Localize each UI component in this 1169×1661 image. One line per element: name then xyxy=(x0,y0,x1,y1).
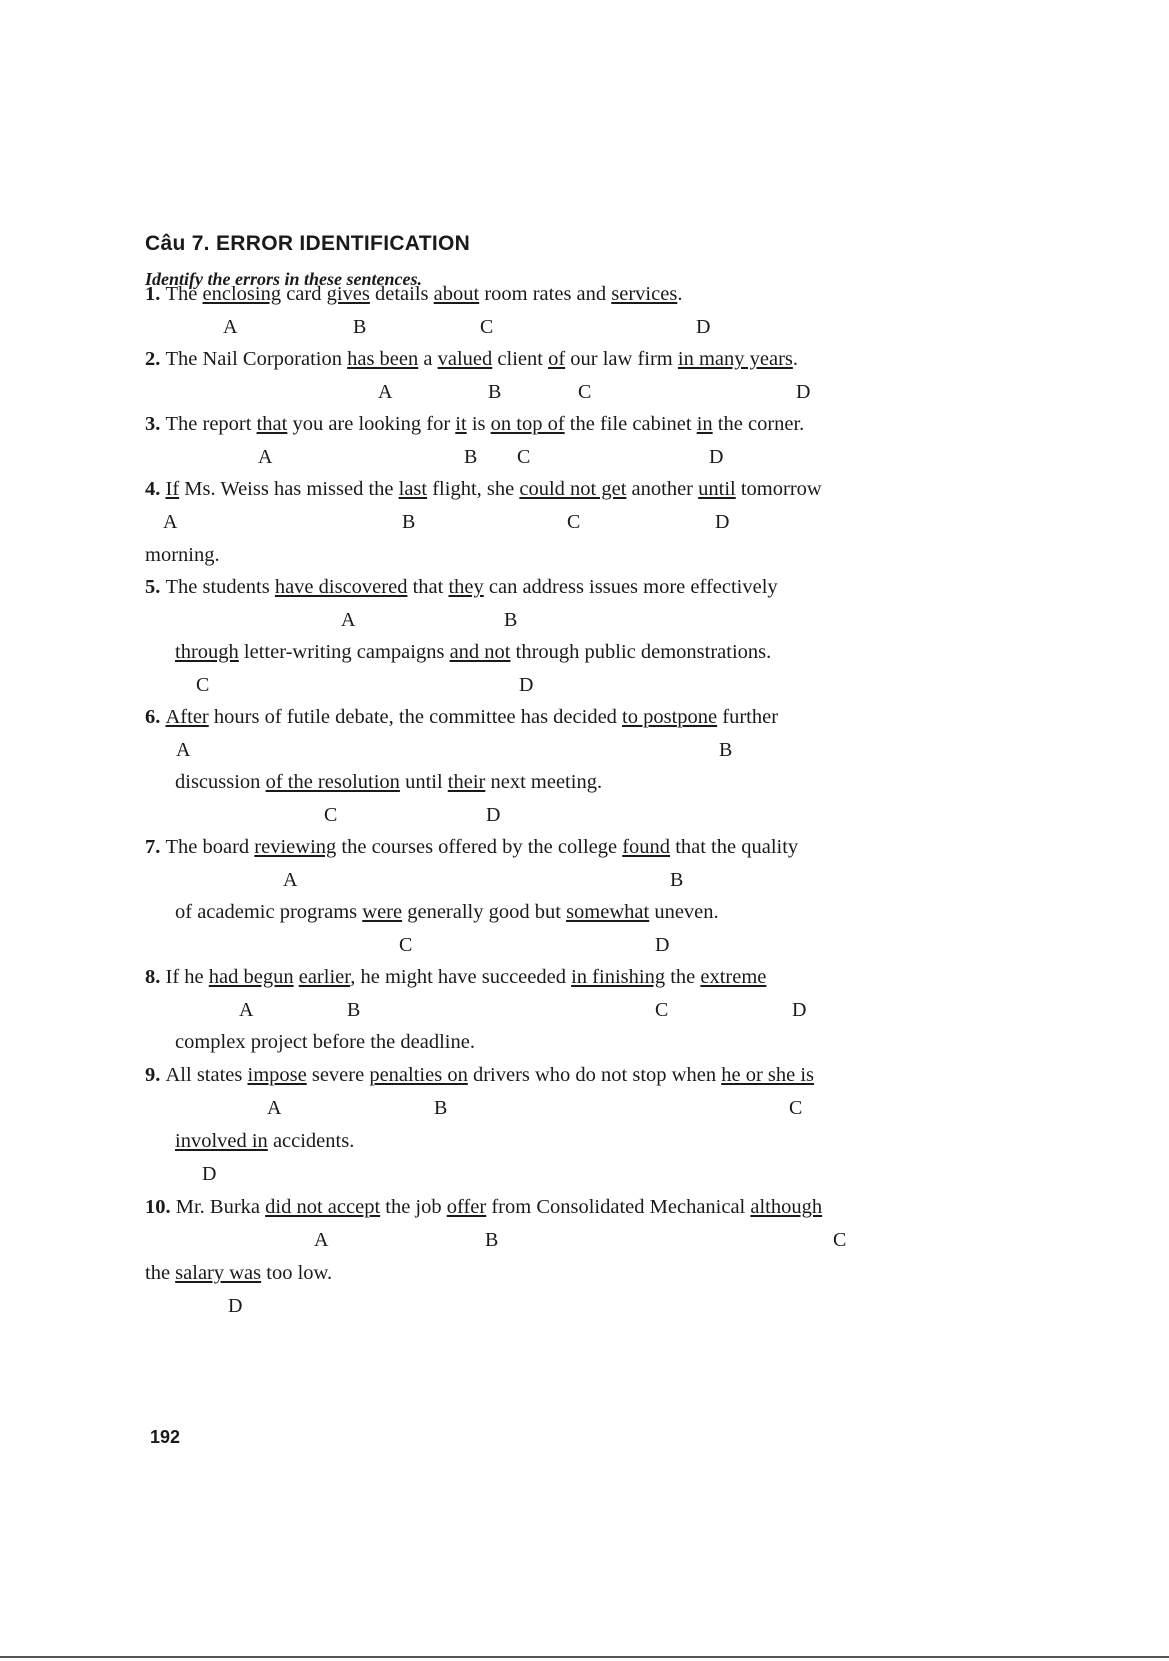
sentence-text: complex project before the deadline. xyxy=(175,1031,475,1053)
underlined-option: last xyxy=(398,478,428,500)
option-letter-b: B xyxy=(402,511,416,533)
option-letter-d: D xyxy=(519,674,534,696)
sentence-text: client xyxy=(492,348,549,370)
sentence-text: The xyxy=(165,283,203,305)
option-letter-b: B xyxy=(485,1229,499,1251)
underlined-option: involved in xyxy=(175,1130,268,1152)
sentence-text: Ms. Weiss has missed the xyxy=(179,478,399,500)
underlined-option: somewhat xyxy=(566,901,650,923)
question-8-line xyxy=(175,1030,475,1054)
sentence-text: the corner. xyxy=(712,413,805,435)
underlined-option: although xyxy=(750,1196,823,1218)
sentence-text: a xyxy=(418,348,438,370)
underlined-option: he or she is xyxy=(721,1064,815,1086)
sentence-text: All states xyxy=(165,1064,248,1086)
sentence-text: generally good but xyxy=(402,901,567,923)
question-4-line xyxy=(145,477,822,501)
sentence-text: The students xyxy=(165,576,275,598)
question-4-line xyxy=(145,543,220,567)
option-letter-d: D xyxy=(709,446,724,468)
question-number: 10. xyxy=(145,1196,176,1218)
question-1-line xyxy=(145,282,682,306)
underlined-option: to postpone xyxy=(622,706,718,728)
option-letter-b: B xyxy=(488,381,502,403)
option-letter-c: C xyxy=(324,804,338,826)
sentence-text: If he xyxy=(165,966,209,988)
sentence-text: letter-writing campaigns xyxy=(238,641,450,663)
sentence-text: . xyxy=(677,283,683,305)
option-letter-d: D xyxy=(228,1295,243,1317)
question-number: 4. xyxy=(145,478,166,500)
underlined-option: has been xyxy=(347,348,419,370)
underlined-option: earlier xyxy=(298,966,351,988)
question-number: 9. xyxy=(145,1064,166,1086)
sentence-text: , he might have succeeded xyxy=(350,966,572,988)
sentence-text: our law firm xyxy=(565,348,678,370)
question-number: 3. xyxy=(145,413,166,435)
option-letter-c: C xyxy=(480,316,494,338)
sentence-text: you are looking for xyxy=(287,413,456,435)
option-letter-a: A xyxy=(341,609,356,631)
question-7-line xyxy=(145,835,798,859)
question-number: 2. xyxy=(145,348,166,370)
underlined-option: services xyxy=(611,283,678,305)
option-letter-c: C xyxy=(655,999,669,1021)
option-letter-d: D xyxy=(202,1163,217,1185)
sentence-text: of academic programs xyxy=(175,901,363,923)
option-letter-d: D xyxy=(715,511,730,533)
sentence-text: next meeting. xyxy=(485,771,603,793)
underlined-option: enclosing xyxy=(202,283,282,305)
underlined-option: If xyxy=(165,478,180,500)
sentence-text: further xyxy=(717,706,779,728)
sentence-text: details xyxy=(369,283,434,305)
underlined-option: about xyxy=(433,283,480,305)
sentence-text: tomorrow xyxy=(735,478,822,500)
underlined-option: through xyxy=(175,641,239,663)
option-letter-b: B xyxy=(347,999,361,1021)
sentence-text: the file cabinet xyxy=(564,413,697,435)
option-letter-b: B xyxy=(353,316,367,338)
sentence-text: card xyxy=(281,283,327,305)
question-9-line xyxy=(145,1063,814,1087)
underlined-option: offer xyxy=(446,1196,487,1218)
section-heading: Câu 7. ERROR IDENTIFICATION xyxy=(145,232,471,255)
underlined-option: did not accept xyxy=(265,1196,381,1218)
option-letter-a: A xyxy=(258,446,273,468)
question-2-line xyxy=(145,347,798,371)
underlined-option: extreme xyxy=(700,966,767,988)
question-5-line xyxy=(175,640,771,664)
underlined-option: they xyxy=(448,576,484,598)
sentence-text: uneven. xyxy=(649,901,719,923)
option-letter-a: A xyxy=(378,381,393,403)
question-number: 1. xyxy=(145,283,166,305)
underlined-option: in many years xyxy=(677,348,793,370)
underlined-option: penalties on xyxy=(369,1064,468,1086)
question-10-line xyxy=(145,1261,332,1285)
underlined-option: of the resolution xyxy=(265,771,400,793)
option-letter-c: C xyxy=(517,446,531,468)
sentence-text: flight, she xyxy=(427,478,520,500)
underlined-option: After xyxy=(165,706,209,728)
underlined-option: on top of xyxy=(490,413,565,435)
option-letter-a: A xyxy=(239,999,254,1021)
underlined-option: in xyxy=(696,413,713,435)
sentence-text: can address issues more effectively xyxy=(483,576,778,598)
sentence-text: that xyxy=(407,576,449,598)
underlined-option: reviewing xyxy=(254,836,337,858)
sentence-text: from Consolidated Mechanical xyxy=(486,1196,751,1218)
option-letter-a: A xyxy=(314,1229,329,1251)
sentence-text: is xyxy=(466,413,491,435)
underlined-option: impose xyxy=(247,1064,307,1086)
option-letter-a: A xyxy=(283,869,298,891)
underlined-option: their xyxy=(447,771,486,793)
underlined-option: found xyxy=(622,836,671,858)
option-letter-a: A xyxy=(267,1097,282,1119)
underlined-option: have discovered xyxy=(274,576,408,598)
sentence-text: room rates and xyxy=(479,283,612,305)
underlined-option: gives xyxy=(326,283,370,305)
option-letter-c: C xyxy=(789,1097,803,1119)
option-letter-b: B xyxy=(434,1097,448,1119)
underlined-option: were xyxy=(362,901,403,923)
question-7-line xyxy=(175,900,719,924)
sentence-text: The report xyxy=(165,413,257,435)
sentence-text: The Nail Corporation xyxy=(165,348,348,370)
question-3-line xyxy=(145,412,804,436)
sentence-text: the job xyxy=(380,1196,447,1218)
underlined-option: that xyxy=(256,413,288,435)
question-9-line xyxy=(175,1129,354,1153)
sentence-text: through public demonstrations. xyxy=(510,641,772,663)
sentence-text: . xyxy=(792,348,799,370)
sentence-text: that the quality xyxy=(670,836,799,858)
underlined-option: of xyxy=(548,348,566,370)
option-letter-c: C xyxy=(578,381,592,403)
question-5-line xyxy=(145,575,778,599)
bottom-rule xyxy=(0,1656,1169,1658)
sentence-text: The board xyxy=(165,836,255,858)
option-letter-a: A xyxy=(163,511,178,533)
option-letter-c: C xyxy=(567,511,581,533)
question-number: 7. xyxy=(145,836,166,858)
question-number: 8. xyxy=(145,966,166,988)
question-10-line xyxy=(145,1195,822,1219)
underlined-option: it xyxy=(455,413,467,435)
underlined-option: until xyxy=(698,478,736,500)
question-number: 5. xyxy=(145,576,166,598)
underlined-option: could not get xyxy=(519,478,627,500)
page-number: 192 xyxy=(150,1427,181,1447)
sentence-text: the xyxy=(145,1262,176,1284)
option-letter-c: C xyxy=(833,1229,847,1251)
sentence-text: accidents. xyxy=(267,1130,355,1152)
option-letter-b: B xyxy=(504,609,518,631)
question-6-line xyxy=(145,705,778,729)
sentence-text: another xyxy=(626,478,699,500)
sentence-text: too low. xyxy=(261,1262,333,1284)
sentence-text: the xyxy=(665,966,701,988)
option-letter-c: C xyxy=(399,934,413,956)
sentence-text: hours of futile debate, the committee has decided xyxy=(208,706,623,728)
question-6-line xyxy=(175,770,602,794)
question-8-line xyxy=(145,965,766,989)
option-letter-d: D xyxy=(696,316,711,338)
option-letter-b: B xyxy=(670,869,684,891)
option-letter-b: B xyxy=(719,739,733,761)
instruction-text: Identify the errors in these sentences. xyxy=(145,269,422,289)
option-letter-a: A xyxy=(223,316,238,338)
sentence-text: the courses offered by the college xyxy=(336,836,623,858)
sentence-text: drivers who do not stop when xyxy=(467,1064,722,1086)
sentence-text: severe xyxy=(306,1064,370,1086)
option-letter-b: B xyxy=(464,446,478,468)
underlined-option: and not xyxy=(449,641,511,663)
option-letter-d: D xyxy=(486,804,501,826)
sentence-text: discussion xyxy=(175,771,266,793)
option-letter-a: A xyxy=(176,739,191,761)
underlined-option: salary was xyxy=(175,1262,262,1284)
question-number: 6. xyxy=(145,706,166,728)
option-letter-d: D xyxy=(792,999,807,1021)
underlined-option: in finishing xyxy=(571,966,666,988)
option-letter-c: C xyxy=(196,674,210,696)
option-letter-d: D xyxy=(796,381,811,403)
underlined-option: valued xyxy=(437,348,493,370)
option-letter-d: D xyxy=(655,934,670,956)
underlined-option: had begun xyxy=(208,966,294,988)
sentence-text: morning. xyxy=(145,544,220,566)
sentence-text: Mr. Burka xyxy=(175,1196,266,1218)
sentence-text: until xyxy=(399,771,448,793)
